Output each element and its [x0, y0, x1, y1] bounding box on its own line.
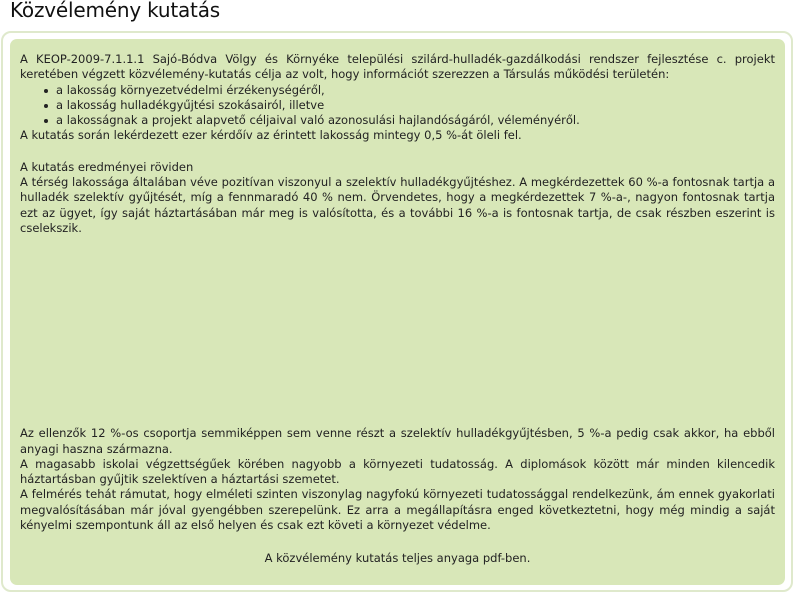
content-box [10, 39, 785, 585]
goal-list [20, 83, 775, 129]
results-paragraph-3: A magasabb iskolai végzettségűek körében nagyobb a környezeti tudatosság. A diplomások között már minden kilencedik háztartásban gyűjtik szelektíven a háztartási szemetet. [20, 456, 775, 487]
spacer [20, 533, 775, 551]
spacer [20, 144, 775, 160]
results-heading: A kutatás eredményei röviden [20, 159, 194, 174]
image-placeholder-area [20, 236, 775, 426]
goal-list-item: a lakosság hulladékgyűjtési szokásairól, illetve [56, 98, 775, 113]
results-paragraph-2: Az ellenzők 12 %-os csoportja semmiképpen sem venne részt a szelektív hulladékgyűjtésben, 5 %-a pedig csak akkor, ha ebből anyagi haszna származna. [20, 426, 775, 456]
intro-paragraph: A KEOP-2009-7.1.1.1 Sajó-Bódva Völgy és Környéke települési szilárd-hulladék-gazdálkodási rendszer fejlesztése c. projekt keretében végzett közvélemény-kutatás célja az volt, hogy információt szerezzen a Társulás működési területén: [20, 52, 775, 82]
results-paragraph-1: A térség lakossága általában véve pozitívan viszonyul a szelektív hulladékgyűjtéshez. A megkérdezettek 60 %-a fontosnak tartja a hulladék szelektív gyűjtését, míg a fennmaradó 40 % nem. Örvendetes, hogy a megkérdezettek 7 %-a-, nagyon fontosnak tartja ezt az ügyet, így saját háztartásában már meg is valósította, és a további 16 %-a is fontosnak tartja, de csak részben eszerint is cselekszik. [20, 175, 775, 235]
results-paragraph-4: A felmérés tehát rámutat, hogy elméleti szinten viszonylag nagyfokú környezeti tudatossággal rendelkezünk, ám ennek gyakorlati megvalósításában már jóval gyengébben szerepelünk. Ez arra a megállapításra enged következtetni, hogy még mindig a saját kényelmi szempontunk áll az első helyen és csak ezt követi a környezet védelme. [20, 487, 775, 533]
sample-note: A kutatás során lekérdezett ezer kérdőív az érintett lakosság mintegy 0,5 %-át öleli fel. [20, 128, 522, 143]
page-title: Közvélemény kutatás [10, 0, 220, 22]
goal-list-item: a lakosságnak a projekt alapvető céljaival való azonosulási hajlandóságáról, véleményéről. [56, 113, 775, 128]
pdf-link[interactable]: A közvélemény kutatás teljes anyaga pdf-ben. [264, 551, 531, 566]
goal-list-item: a lakosság környezetvédelmi érzékenységéről, [56, 83, 775, 98]
